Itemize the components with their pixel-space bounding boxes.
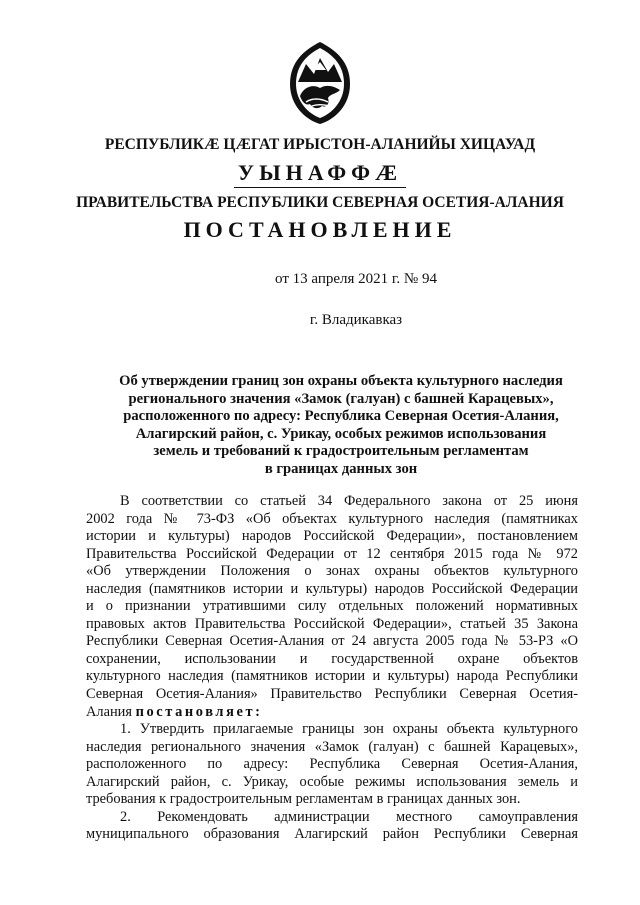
body-line: культурного наследия (памятников истории и культуры) народа Республики [86, 668, 578, 685]
decree-word: постановляет: [135, 703, 263, 720]
body-line-decree [86, 704, 578, 722]
preamble-end: Алания [86, 703, 132, 720]
item-1-line: расположенного по адресу: Республика Северная Осетия-Алания, [86, 756, 578, 773]
item-1-line: требования к градостроительным регламентам в границах данных зон. [86, 791, 521, 808]
item-2-line: муниципального образования Алагирский район Республики Северная [86, 826, 578, 843]
body-line: 2002 года № 73-ФЗ «Об объектах культурного наследия (памятниках [86, 510, 578, 527]
body-line: «Об утверждении Положения о зонах охраны объектов культурного [86, 563, 578, 580]
dateline: от 13 апреля 2021 г. № 94 [275, 271, 437, 287]
body-line: наследия (памятников истории и культуры) народов Российской Федерации [86, 580, 578, 597]
body-line: правовых актов Правительства Российской Федерации», статьей 35 Закона [86, 615, 578, 632]
title-line: расположенного по адресу: Республика Северная Осетия-Алания, [123, 408, 559, 425]
coat-of-arms-emblem [284, 40, 356, 126]
title-line: в границах данных зон [264, 460, 418, 477]
item-1-line: наследия регионального значения «Замок (галуан) с башней Карацевых», [86, 738, 578, 755]
body-line: Северная Осетия-Алания» Правительство Республики Северная Осетия- [86, 686, 578, 703]
title-line: Об утверждении границ зон охраны объекта культурного наследия [119, 373, 563, 389]
document-title [104, 373, 578, 479]
body-line: Республики Северная Осетия-Алания от 24 августа 2005 года № 53-РЗ «О [86, 633, 578, 650]
document-body [86, 493, 578, 844]
item-2-line: 2. Рекомендовать администрации местного самоуправления [120, 808, 578, 825]
body-line: Правительства Российской Федерации от 12 сентября 2015 года № 972 [86, 545, 578, 562]
body-line: В соответствии со статьей 34 Федерального закона от 25 июня [120, 493, 578, 509]
title-line: регионального значения «Замок (галуан) с башней Карацевых», [128, 390, 554, 407]
body-line: истории и культуры) народов Российской Федерации», постановлением [86, 528, 578, 545]
resolution-word-russian: ПОСТАНОВЛЕНИЕ [183, 217, 457, 242]
city: г. Владикавказ [309, 312, 403, 328]
item-1-line: Алагирский район, с. Урикау, особые режимы использования земель и [86, 773, 578, 790]
item-1-line: 1. Утвердить прилагаемые границы зон охраны объекта культурного [120, 721, 578, 738]
body-line: и о признании утратившими силу отдельных положений нормативных [86, 598, 578, 615]
republic-name-ossetian: РЕСПУБЛИКÆ ЦÆГАТ ИРЫСТОН-АЛАНИЙЫ ХИЦАУАД [104, 136, 536, 153]
body-line: сохранении, использовании и государственной охране объектов [86, 650, 578, 667]
title-line: Алагирский район, с. Урикау, особых режимов использования [135, 425, 547, 442]
resolution-word-ossetian: УЫНАФФÆ [0, 160, 640, 188]
republic-name-russian: ПРАВИТЕЛЬСТВА РЕСПУБЛИКИ СЕВЕРНАЯ ОСЕТИЯ-АЛАНИЯ [76, 194, 564, 211]
title-line: земель и требований к градостроительным регламентам [153, 443, 529, 460]
